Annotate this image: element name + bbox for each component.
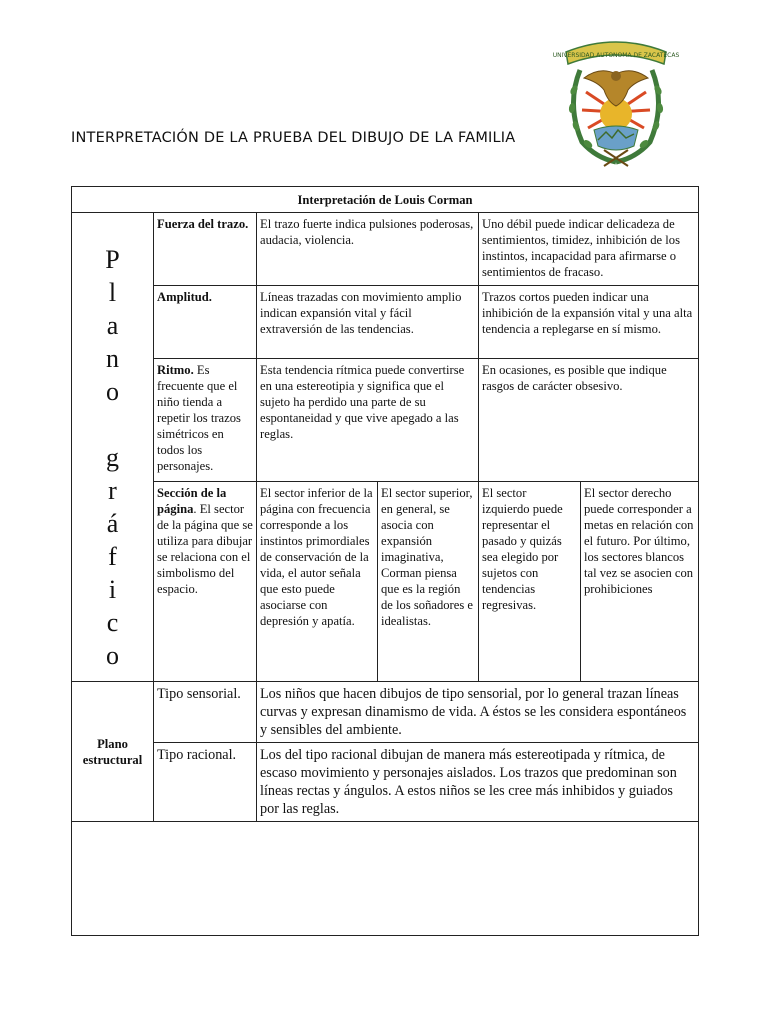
empty-notes-row [72, 822, 699, 936]
amplitud-desc-short: Trazos cortos pueden indicar una inhibición de la expansión vital y una alta tendencia a replegarse en sí mismo. [479, 286, 699, 359]
vertical-letter: g [106, 443, 119, 472]
amplitud-desc-wide: Líneas trazadas con movimiento amplio indican expansión vital y fácil extraversión de las tendencias. [257, 286, 479, 359]
corman-interpretation-table [71, 186, 699, 936]
plano-estructural-label: Plano estructural [72, 682, 154, 822]
ritmo-desc-stereotype: Esta tendencia rítmica puede convertirse en una estereotipia y significa que el sujeto ha perdido una parte de su espontaneidad y que vive apegado a las reglas. [257, 359, 479, 482]
vertical-letter: P [105, 245, 120, 274]
document-title: INTERPRETACIÓN DE LA PRUEBA DEL DIBUJO DE LA FAMILIA [71, 130, 516, 146]
row-label-fuerza: Fuerza del trazo. [154, 213, 257, 286]
vertical-letter: l [108, 278, 117, 307]
tipo-racional-desc: Los del tipo racional dibujan de manera más estereotipada y rítmica, de escaso movimiento y personajes aislados. Los trazos que predominan son líneas rectas y ángulos. A estos niños se les cree más inhibidos y guiados por las reglas. [257, 743, 699, 822]
seal-banner-text: UNIVERSIDAD AUTONOMA DE ZACATECAS [552, 52, 680, 59]
fuerza-desc-weak: Uno débil puede indicar delicadeza de sentimientos, timidez, inhibición de los instintos, incapacidad para afirmarse o sentimientos de fracaso. [479, 213, 699, 286]
seccion-inferior: El sector inferior de la página con frecuencia corresponde a los instintos primordiales de conservación de la vida, el autor señala que esto puede asociarse con depresión y apatía. [257, 482, 378, 682]
tipo-sensorial-label: Tipo sensorial. [154, 682, 257, 743]
tipo-racional-label: Tipo racional. [154, 743, 257, 822]
row-label-amplitud: Amplitud. [154, 286, 257, 359]
vertical-letter: i [108, 575, 117, 604]
vertical-letter: a [106, 311, 119, 340]
vertical-letter: á [106, 509, 119, 538]
vertical-letter-space [75, 408, 150, 441]
vertical-letter: f [108, 542, 117, 571]
row-label-seccion: Sección de la página. El sector de la página que se utiliza para dibujar se relaciona con el simbolismo del espacio. [154, 482, 257, 682]
ritmo-desc-obsessive: En ocasiones, es posible que indique rasgos de carácter obsesivo. [479, 359, 699, 482]
tipo-sensorial-desc: Los niños que hacen dibujos de tipo sensorial, por lo general trazan líneas curvas y expresan dinamismo de vida. A éstos se les considera espontáneos y sensibles del ambiente. [257, 682, 699, 743]
plano-grafico-label [72, 213, 154, 682]
seccion-derecho: El sector derecho puede corresponder a metas en relación con el futuro. Por último, los sectores blancos tal vez se asocien con prohibiciones [581, 482, 699, 682]
vertical-letter: n [106, 344, 119, 373]
vertical-letter: o [106, 641, 119, 670]
seccion-izquierdo: El sector izquierdo puede representar el pasado y quizás sea elegido por sujetos con tendencias regresivas. [479, 482, 581, 682]
seccion-superior: El sector superior, en general, se asocia con expansión imaginativa, Corman piensa que es la región de los soñadores e idealistas. [378, 482, 479, 682]
row-label-ritmo: Ritmo. Es frecuente que el niño tienda a repetir los trazos simétricos en todos los personajes. [154, 359, 257, 482]
vertical-letter: o [106, 377, 119, 406]
table-header: Interpretación de Louis Corman [72, 187, 699, 213]
vertical-letter: c [106, 608, 119, 637]
university-seal-logo [552, 30, 680, 168]
vertical-letter: r [108, 476, 117, 505]
fuerza-desc-strong: El trazo fuerte indica pulsiones poderosas, audacia, violencia. [257, 213, 479, 286]
